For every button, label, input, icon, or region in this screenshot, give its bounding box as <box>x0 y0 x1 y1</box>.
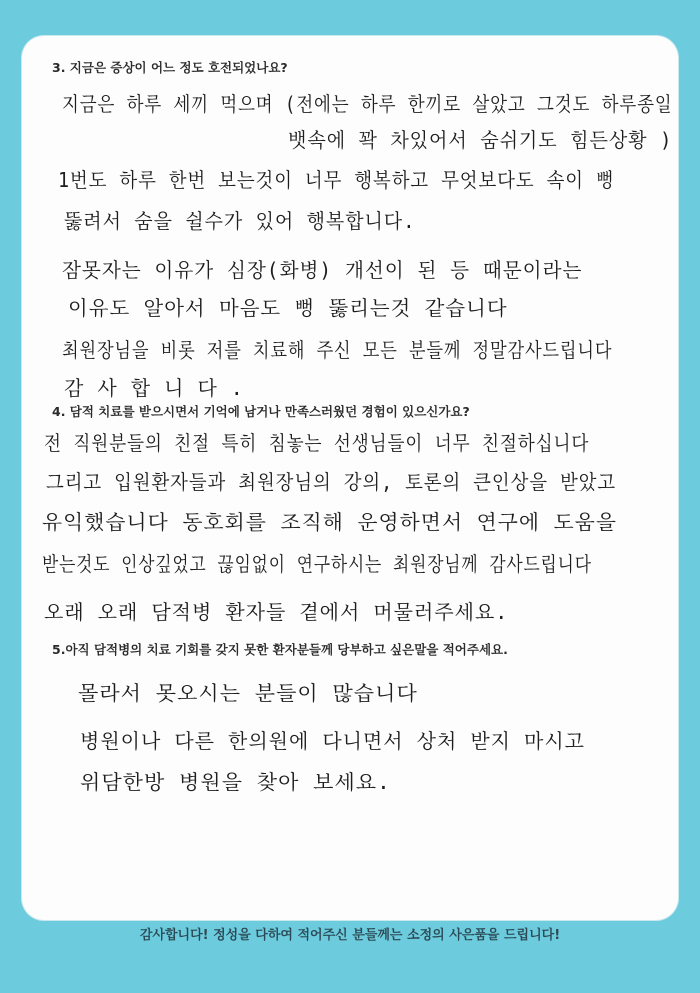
answer-3-line-1: 지금은 하루 세끼 먹으며 (전에는 하루 한끼로 살았고 그것도 하루종일 <box>62 92 673 116</box>
answer-3-line-8: 감 사 합 니 다 . <box>64 376 244 400</box>
answer-5-line-3: 위담한방 병원을 찾아 보세요. <box>80 770 391 794</box>
answer-3-line-5: 잠못자는 이유가 심장(화병) 개선이 된 등 때문이라는 <box>62 258 583 282</box>
answer-5-line-1: 몰라서 못오시는 분들이 많습니다 <box>78 681 418 705</box>
answer-4-line-2: 그리고 입원환자들과 최원장님의 강의, 토론의 큰인상을 받았고 <box>46 470 617 494</box>
answer-5-line-2: 병원이나 다른 한의원에 다니면서 상처 받지 마시고 <box>80 729 585 753</box>
question-4: 4. 담적 치료를 받으시면서 기억에 남거나 만족스러웠던 경험이 있으신가요? <box>52 404 470 419</box>
answer-4-line-3: 유익했습니다 동호회를 조직해 운영하면서 연구에 도움을 <box>42 510 618 534</box>
answer-3-line-3: 1번도 하루 한번 보는것이 너무 행복하고 무엇보다도 속이 뻥 <box>58 168 615 192</box>
footer-notice: 감사합니다! 정성을 다하여 적어주신 분들께는 소정의 사은품을 드립니다! <box>139 928 561 943</box>
answer-3-line-6: 이유도 알아서 마음도 뻥 뚫리는것 같습니다 <box>68 296 508 320</box>
question-3: 3. 지금은 증상이 어느 정도 호전되었나요? <box>52 60 288 75</box>
answer-3-line-7: 최원장님을 비롯 저를 치료해 주신 모든 분들께 정말감사드립니다 <box>62 338 613 362</box>
answer-4-line-4: 받는것도 인상깊었고 끊임없이 연구하시는 최원장님께 감사드립니다 <box>42 552 592 576</box>
answer-3-line-2: 뱃속에 꽉 차있어서 숨쉬기도 힘든상황 ) <box>288 128 673 152</box>
answer-4-line-5: 오래 오래 담적병 환자들 곁에서 머물러주세요. <box>44 600 509 624</box>
question-5: 5.아직 담적병의 치료 기회를 갖지 못한 환자분들께 당부하고 싶은말을 적어주세요. <box>52 642 508 657</box>
answer-3-line-4: 뚫려서 숨을 쉴수가 있어 행복합니다. <box>64 209 416 233</box>
answer-4-line-1: 전 직원분들의 친절 특히 침놓는 선생님들이 너무 친절하십니다 <box>44 431 590 455</box>
